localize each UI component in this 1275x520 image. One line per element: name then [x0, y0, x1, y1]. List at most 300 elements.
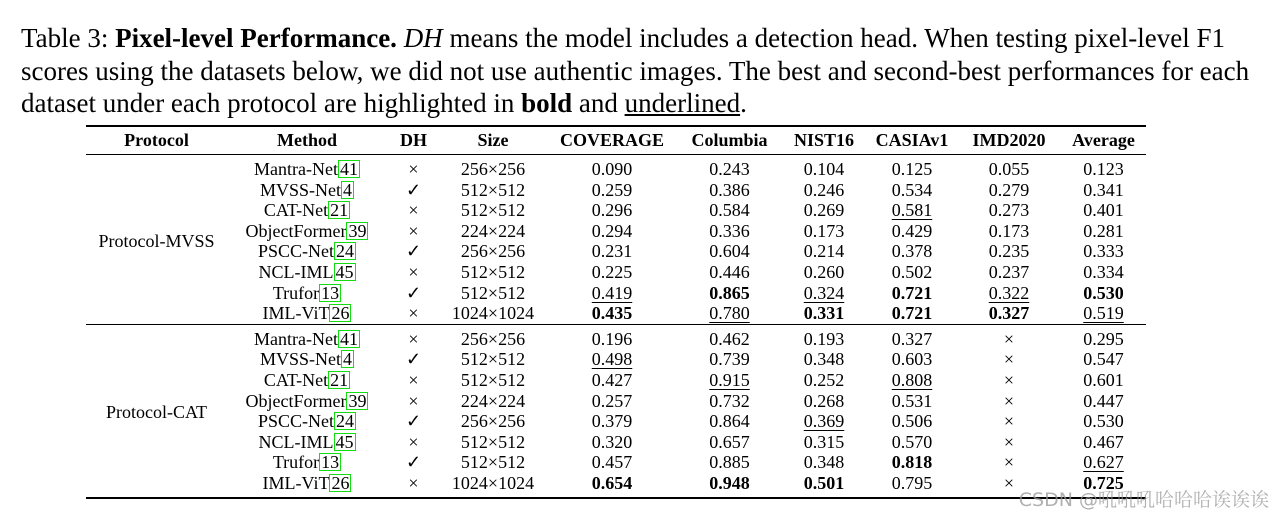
score-cell — [781, 200, 867, 221]
score-value: 0.193 — [803, 328, 845, 349]
score-value: 0.123 — [1083, 159, 1124, 179]
score-cell — [867, 370, 957, 391]
score-value: 0.348 — [803, 349, 845, 370]
method-name: Mantra-Net — [254, 328, 338, 349]
score-cell — [678, 324, 781, 349]
score-cell — [867, 155, 957, 180]
score-cell — [867, 180, 957, 201]
table-row — [86, 241, 1146, 262]
dh-cell: × — [408, 303, 419, 324]
header-dh: DH — [400, 130, 427, 151]
citation-link[interactable]: 39 — [348, 220, 367, 241]
score-cell — [957, 283, 1061, 304]
score-value: 0.243 — [709, 159, 750, 179]
score-value: 0.721 — [891, 303, 933, 324]
score-value: 0.427 — [591, 369, 633, 390]
score-value: 0.604 — [709, 241, 750, 262]
score-value: 0.125 — [891, 159, 933, 179]
score-cell — [957, 241, 1061, 262]
score-value: 0.446 — [709, 261, 750, 282]
score-cell — [957, 370, 1061, 391]
citation-link[interactable]: 39 — [348, 390, 367, 411]
table-row — [86, 452, 1146, 473]
size-cell: 256×256 — [460, 411, 526, 432]
score-value: 0.348 — [803, 452, 845, 473]
score-value: 0.235 — [988, 241, 1030, 262]
score-value: 0.322 — [988, 282, 1030, 303]
citation-link[interactable]: 13 — [321, 452, 340, 473]
score-cell — [867, 241, 957, 262]
citation-link[interactable]: 45 — [335, 431, 354, 452]
caption-title: Pixel-level Performance. — [115, 23, 397, 53]
score-value: 0.331 — [803, 303, 845, 324]
score-value: 0.654 — [591, 472, 633, 493]
score-cell — [1061, 432, 1146, 453]
method-cell — [227, 241, 387, 262]
score-value: 0.269 — [803, 200, 845, 221]
score-cell — [781, 180, 867, 201]
header-imd2020: IMD2020 — [972, 130, 1046, 151]
score-cell — [781, 370, 867, 391]
protocol-cell: Protocol-CAT — [106, 402, 207, 423]
score-value: 0.818 — [891, 452, 933, 473]
score-cell — [678, 349, 781, 370]
score-cell — [1061, 303, 1146, 324]
table-row — [86, 349, 1146, 370]
dh-cell: ✓ — [405, 179, 422, 200]
dh-cell: × — [408, 390, 419, 411]
header-average: Average — [1072, 130, 1135, 151]
score-cell — [957, 411, 1061, 432]
score-cell — [867, 221, 957, 242]
score-cell — [546, 241, 678, 262]
score-cell — [1061, 241, 1146, 262]
caption-text: means the model includes a detection head. When testing pixel-level F1 scores using the datasets below, we did not use authentic images. The best and second-best performances for each dataset under each protocol are highlighted in — [21, 23, 1250, 118]
score-value: 0.315 — [803, 431, 845, 452]
score-cell — [867, 262, 957, 283]
method-cell — [227, 221, 387, 242]
size-cell: 512×512 — [460, 179, 526, 200]
size-cell: 256×256 — [460, 328, 526, 349]
score-cell — [546, 283, 678, 304]
score-value: × — [1003, 349, 1015, 370]
score-cell — [957, 324, 1061, 349]
score-value: 0.401 — [1083, 200, 1124, 221]
score-cell — [867, 349, 957, 370]
table-row — [86, 303, 1146, 324]
method-name: ObjectFormer — [245, 390, 347, 411]
score-value: 0.795 — [891, 472, 933, 493]
score-value: × — [1003, 369, 1015, 390]
caption-label: Table 3: — [21, 23, 109, 53]
size-cell: 512×512 — [460, 200, 526, 221]
method-cell — [227, 473, 387, 498]
score-cell — [957, 221, 1061, 242]
score-value: 0.502 — [891, 261, 933, 282]
score-value: 0.173 — [803, 220, 845, 241]
score-value: 0.780 — [709, 303, 750, 324]
size-cell: 512×512 — [460, 261, 526, 282]
dh-cell: ✓ — [405, 349, 422, 370]
score-cell — [957, 349, 1061, 370]
score-cell — [781, 241, 867, 262]
score-value: 0.369 — [803, 411, 845, 432]
header-casiav1: CASIAv1 — [875, 130, 949, 151]
score-value: 0.237 — [988, 261, 1030, 282]
size-cell: 224×224 — [460, 390, 526, 411]
score-value: 0.530 — [1083, 411, 1124, 432]
dh-cell: × — [408, 220, 419, 241]
score-value: 0.257 — [591, 390, 633, 411]
score-value: 0.467 — [1083, 431, 1124, 452]
header-method: Method — [277, 130, 337, 151]
caption-bold-word: bold — [521, 88, 573, 118]
table-header-row — [86, 126, 1146, 155]
score-value: 0.231 — [591, 241, 633, 262]
method-name: PSCC-Net — [257, 241, 335, 262]
score-cell — [1061, 180, 1146, 201]
score-cell — [867, 473, 957, 498]
score-value: 0.808 — [891, 369, 933, 390]
score-cell — [781, 473, 867, 498]
score-cell — [546, 221, 678, 242]
dh-cell: × — [408, 200, 419, 221]
score-value: 0.333 — [1083, 241, 1124, 262]
score-value: 0.327 — [891, 328, 933, 349]
dh-cell: ✓ — [405, 282, 422, 303]
score-value: 0.948 — [709, 472, 750, 493]
score-cell — [957, 262, 1061, 283]
score-value: × — [1003, 452, 1015, 473]
size-cell: 512×512 — [460, 282, 526, 303]
table-row — [86, 180, 1146, 201]
dh-cell: × — [408, 159, 419, 179]
caption-and-word: and — [578, 88, 618, 118]
score-value: 0.252 — [803, 369, 845, 390]
score-value: 0.386 — [709, 179, 750, 200]
score-cell — [1061, 391, 1146, 412]
score-cell — [781, 432, 867, 453]
score-cell — [957, 155, 1061, 180]
score-cell — [867, 283, 957, 304]
caption-underlined-word: underlined — [624, 88, 741, 118]
score-cell — [546, 200, 678, 221]
size-cell: 1024×1024 — [451, 303, 535, 324]
score-value: 0.547 — [1083, 349, 1124, 370]
score-cell — [957, 391, 1061, 412]
table-row — [86, 221, 1146, 242]
score-cell — [678, 370, 781, 391]
method-name: Trufor — [272, 282, 320, 303]
score-cell — [678, 241, 781, 262]
score-cell — [781, 411, 867, 432]
score-cell — [867, 411, 957, 432]
score-value: × — [1003, 411, 1015, 432]
table-row — [86, 262, 1146, 283]
method-cell — [227, 155, 387, 180]
citation-link[interactable]: 41 — [339, 159, 358, 179]
method-cell — [227, 303, 387, 324]
score-cell — [678, 432, 781, 453]
citation-link[interactable]: 26 — [331, 472, 350, 493]
score-value: 0.739 — [709, 349, 750, 370]
score-value: 0.429 — [891, 220, 933, 241]
score-value: 0.259 — [591, 179, 633, 200]
score-value: × — [1003, 328, 1015, 349]
score-value: × — [1003, 431, 1015, 452]
score-value: 0.603 — [891, 349, 933, 370]
method-cell — [227, 180, 387, 201]
score-cell — [781, 155, 867, 180]
watermark: CSDN @吼吼吼哈哈哈诶诶诶 — [1018, 489, 1269, 511]
score-value: 0.501 — [803, 472, 845, 493]
score-cell — [867, 324, 957, 349]
method-name: CAT-Net — [263, 369, 329, 390]
score-cell — [957, 452, 1061, 473]
size-cell: 224×224 — [460, 220, 526, 241]
score-cell — [678, 200, 781, 221]
method-name: NCL-IML — [258, 431, 334, 452]
score-cell — [1061, 349, 1146, 370]
score-value: 0.531 — [891, 390, 933, 411]
citation-link[interactable]: 26 — [331, 303, 350, 324]
score-cell — [546, 452, 678, 473]
method-cell — [227, 391, 387, 412]
table-row — [86, 432, 1146, 453]
score-cell — [867, 200, 957, 221]
score-cell — [1061, 283, 1146, 304]
citation-link[interactable]: 13 — [321, 282, 340, 303]
score-cell — [781, 391, 867, 412]
score-cell — [678, 155, 781, 180]
score-cell — [957, 303, 1061, 324]
method-cell — [227, 349, 387, 370]
citation-link[interactable]: 4 — [343, 179, 352, 200]
score-cell — [678, 221, 781, 242]
score-cell — [867, 452, 957, 473]
table-row — [86, 370, 1146, 391]
score-cell — [781, 303, 867, 324]
score-cell — [867, 432, 957, 453]
caption-dh-term: DH — [403, 23, 443, 53]
size-cell: 512×512 — [460, 452, 526, 473]
score-value: 0.627 — [1083, 452, 1124, 473]
method-name: ObjectFormer — [245, 220, 347, 241]
size-cell: 256×256 — [460, 159, 526, 179]
method-name: NCL-IML — [258, 261, 334, 282]
score-cell — [781, 221, 867, 242]
score-value: 0.864 — [709, 411, 750, 432]
score-value: 0.324 — [803, 282, 845, 303]
score-value: 0.173 — [988, 220, 1030, 241]
score-cell — [678, 283, 781, 304]
score-cell — [546, 324, 678, 349]
score-value: 0.435 — [591, 303, 633, 324]
score-cell — [678, 411, 781, 432]
table-group-mvss — [86, 155, 1146, 325]
score-value: 0.341 — [1083, 179, 1124, 200]
table-row — [86, 391, 1146, 412]
header-coverage: COVERAGE — [559, 130, 664, 151]
score-cell — [781, 349, 867, 370]
dh-cell: ✓ — [405, 411, 422, 432]
table-row — [86, 283, 1146, 304]
score-cell — [781, 324, 867, 349]
score-value: 0.885 — [709, 452, 750, 473]
score-cell — [957, 432, 1061, 453]
size-cell: 512×512 — [460, 349, 526, 370]
method-name: Trufor — [272, 452, 320, 473]
score-value: 0.530 — [1083, 282, 1124, 303]
size-cell: 256×256 — [460, 241, 526, 262]
score-value: 0.055 — [988, 159, 1030, 179]
score-value: 0.378 — [891, 241, 933, 262]
score-value: 0.534 — [891, 179, 933, 200]
method-name: MVSS-Net — [259, 349, 341, 370]
score-cell — [678, 303, 781, 324]
citation-link[interactable]: 41 — [339, 328, 358, 349]
score-value: 0.447 — [1083, 390, 1124, 411]
protocol-cell: Protocol-MVSS — [98, 231, 215, 252]
method-name: IML-ViT — [262, 303, 330, 324]
score-cell — [1061, 411, 1146, 432]
header-nist16: NIST16 — [793, 130, 855, 151]
score-value: 0.506 — [891, 411, 933, 432]
score-value: 0.196 — [591, 328, 633, 349]
dh-cell: × — [408, 328, 419, 349]
header-size: Size — [477, 130, 509, 151]
score-value: 0.498 — [591, 349, 633, 370]
score-cell — [867, 303, 957, 324]
method-cell — [227, 370, 387, 391]
dh-cell: × — [408, 261, 419, 282]
table-group-cat — [86, 324, 1146, 497]
dh-cell: × — [408, 472, 419, 493]
citation-link[interactable]: 21 — [330, 200, 349, 221]
score-cell — [957, 180, 1061, 201]
method-cell — [227, 200, 387, 221]
score-value: 0.419 — [591, 282, 633, 303]
score-value: 0.260 — [803, 261, 845, 282]
score-value: 0.570 — [891, 431, 933, 452]
score-cell — [678, 262, 781, 283]
score-value: 0.601 — [1083, 369, 1124, 390]
method-cell — [227, 411, 387, 432]
score-value: 0.294 — [591, 220, 633, 241]
method-cell — [227, 324, 387, 349]
citation-link[interactable]: 24 — [336, 411, 355, 432]
method-cell — [227, 283, 387, 304]
score-cell — [546, 262, 678, 283]
dh-cell: × — [408, 369, 419, 390]
caption-period: . — [740, 88, 747, 118]
method-name: CAT-Net — [263, 200, 329, 221]
score-value: 0.214 — [803, 241, 845, 262]
score-cell — [781, 283, 867, 304]
score-cell — [1061, 200, 1146, 221]
score-value: 0.519 — [1083, 303, 1124, 324]
dh-cell: ✓ — [405, 452, 422, 473]
header-columbia: Columbia — [691, 130, 768, 151]
results-table — [86, 125, 1146, 499]
score-cell — [546, 411, 678, 432]
score-value: 0.657 — [709, 431, 750, 452]
score-cell — [678, 391, 781, 412]
score-cell — [1061, 370, 1146, 391]
score-cell — [678, 180, 781, 201]
score-value: 0.090 — [591, 159, 633, 179]
citation-link[interactable]: 24 — [336, 241, 355, 262]
score-value: 0.268 — [803, 390, 845, 411]
score-cell — [1061, 324, 1146, 349]
score-value: × — [1003, 390, 1015, 411]
score-value: 0.379 — [591, 411, 633, 432]
score-value: 0.581 — [891, 200, 933, 221]
score-value: 0.327 — [988, 303, 1030, 324]
citation-link[interactable]: 21 — [330, 369, 349, 390]
size-cell: 1024×1024 — [451, 472, 535, 493]
score-value: 0.295 — [1083, 328, 1124, 349]
score-cell — [957, 200, 1061, 221]
score-cell — [1061, 262, 1146, 283]
score-value: 0.457 — [591, 452, 633, 473]
score-cell — [546, 349, 678, 370]
score-cell — [546, 473, 678, 498]
score-cell — [546, 303, 678, 324]
score-cell — [546, 180, 678, 201]
table-row — [86, 411, 1146, 432]
score-value: 0.725 — [1083, 472, 1124, 493]
dh-cell: ✓ — [405, 241, 422, 262]
table-caption — [21, 22, 1261, 120]
score-value: 0.296 — [591, 200, 633, 221]
score-value: 0.334 — [1083, 261, 1124, 282]
score-cell — [1061, 221, 1146, 242]
table-row — [86, 155, 1146, 180]
score-value: 0.462 — [709, 328, 750, 349]
score-cell — [546, 391, 678, 412]
score-cell — [678, 473, 781, 498]
score-value: 0.915 — [709, 369, 750, 390]
header-protocol: Protocol — [124, 130, 189, 151]
citation-link[interactable]: 45 — [335, 261, 354, 282]
size-cell: 512×512 — [460, 431, 526, 452]
score-cell — [781, 452, 867, 473]
method-name: MVSS-Net — [259, 179, 341, 200]
score-cell — [781, 262, 867, 283]
score-value: 0.865 — [709, 282, 750, 303]
table-row — [86, 473, 1146, 498]
table-row — [86, 324, 1146, 349]
score-cell — [546, 432, 678, 453]
score-value: 0.584 — [709, 200, 750, 221]
score-value: × — [1003, 472, 1015, 493]
citation-link[interactable]: 4 — [343, 349, 352, 370]
method-cell — [227, 262, 387, 283]
score-cell — [546, 155, 678, 180]
score-value: 0.104 — [803, 159, 845, 179]
score-cell — [546, 370, 678, 391]
score-cell — [867, 391, 957, 412]
table-row — [86, 200, 1146, 221]
score-value: 0.721 — [891, 282, 933, 303]
score-cell — [1061, 155, 1146, 180]
score-cell — [1061, 452, 1146, 473]
dh-cell: × — [408, 431, 419, 452]
score-value: 0.281 — [1083, 220, 1124, 241]
score-value: 0.225 — [591, 261, 633, 282]
method-name: Mantra-Net — [254, 159, 338, 179]
